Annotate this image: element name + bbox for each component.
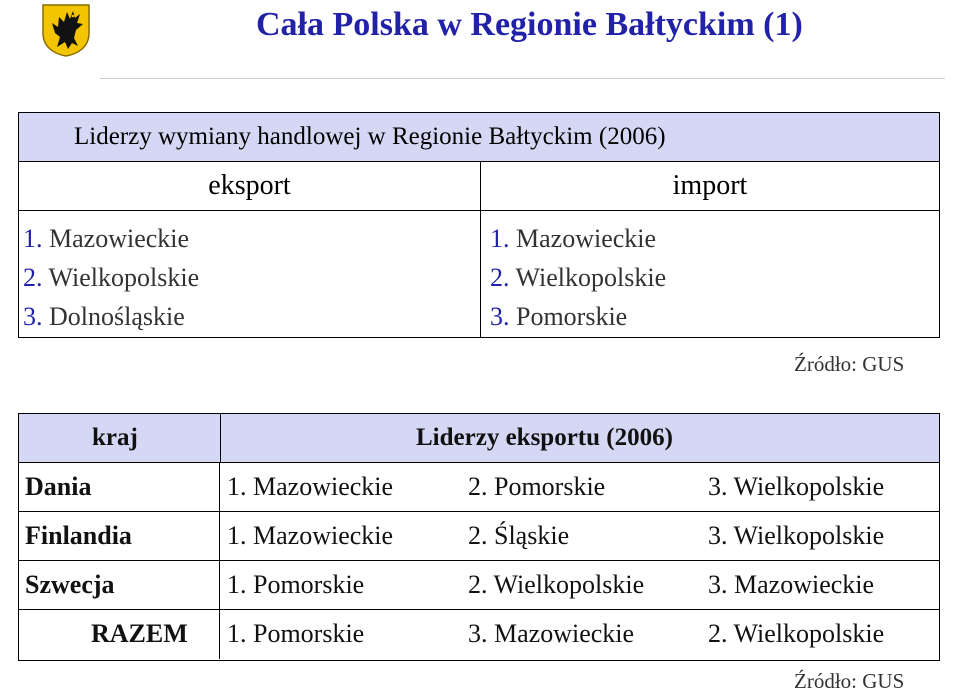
leader-cell: 1. Mazowieckie — [227, 472, 394, 501]
list-item: 2. Wielkopolskie — [490, 263, 667, 292]
trade-table-title: Liderzy wymiany handlowej w Regionie Bałtyckim (2006) — [19, 113, 939, 162]
leader-cell: 3. Wielkopolskie — [708, 521, 885, 550]
export-list — [19, 211, 480, 337]
leaders-column-header: Liderzy eksportu (2006) — [220, 414, 939, 463]
list-item: 1. Mazowieckie — [23, 224, 190, 253]
country-cell: Finlandia — [19, 512, 220, 560]
export-table-source: Źródło: GUS — [794, 669, 905, 693]
country-column-header: kraj — [19, 414, 220, 463]
export-column-header: eksport — [19, 162, 480, 211]
list-item: 3. Pomorskie — [490, 302, 628, 331]
country-cell: Szwecja — [19, 561, 220, 609]
griffin-crest-icon — [40, 3, 92, 57]
import-column-header: import — [480, 162, 939, 211]
leader-cell: 2. Wielkopolskie — [708, 619, 885, 648]
table-row — [19, 512, 939, 561]
leader-cell: 3. Wielkopolskie — [708, 472, 885, 501]
leader-cell: 3. Mazowieckie — [468, 619, 635, 648]
list-item: 2. Wielkopolskie — [23, 263, 200, 292]
country-cell: Dania — [19, 463, 220, 511]
trade-leaders-table — [18, 112, 940, 338]
import-list — [480, 211, 939, 337]
export-leaders-table — [18, 413, 940, 661]
list-item: 3. Dolnośląskie — [23, 302, 185, 331]
list-item: 1. Mazowieckie — [490, 224, 657, 253]
trade-table-source: Źródło: GUS — [794, 352, 905, 376]
title-divider — [100, 78, 945, 79]
leader-cell: 2. Śląskie — [468, 521, 570, 550]
table-row — [19, 463, 939, 512]
leader-cell: 1. Pomorskie — [227, 619, 365, 648]
page-title: Cała Polska w Regionie Bałtyckim (1) — [256, 6, 803, 43]
leader-cell: 1. Pomorskie — [227, 570, 365, 599]
leader-cell: 1. Mazowieckie — [227, 521, 394, 550]
table-row-total — [19, 610, 939, 659]
leader-cell: 3. Mazowieckie — [708, 570, 875, 599]
table-row — [19, 561, 939, 610]
country-cell: RAZEM — [19, 610, 220, 659]
leader-cell: 2. Pomorskie — [468, 472, 606, 501]
leader-cell: 2. Wielkopolskie — [468, 570, 645, 599]
